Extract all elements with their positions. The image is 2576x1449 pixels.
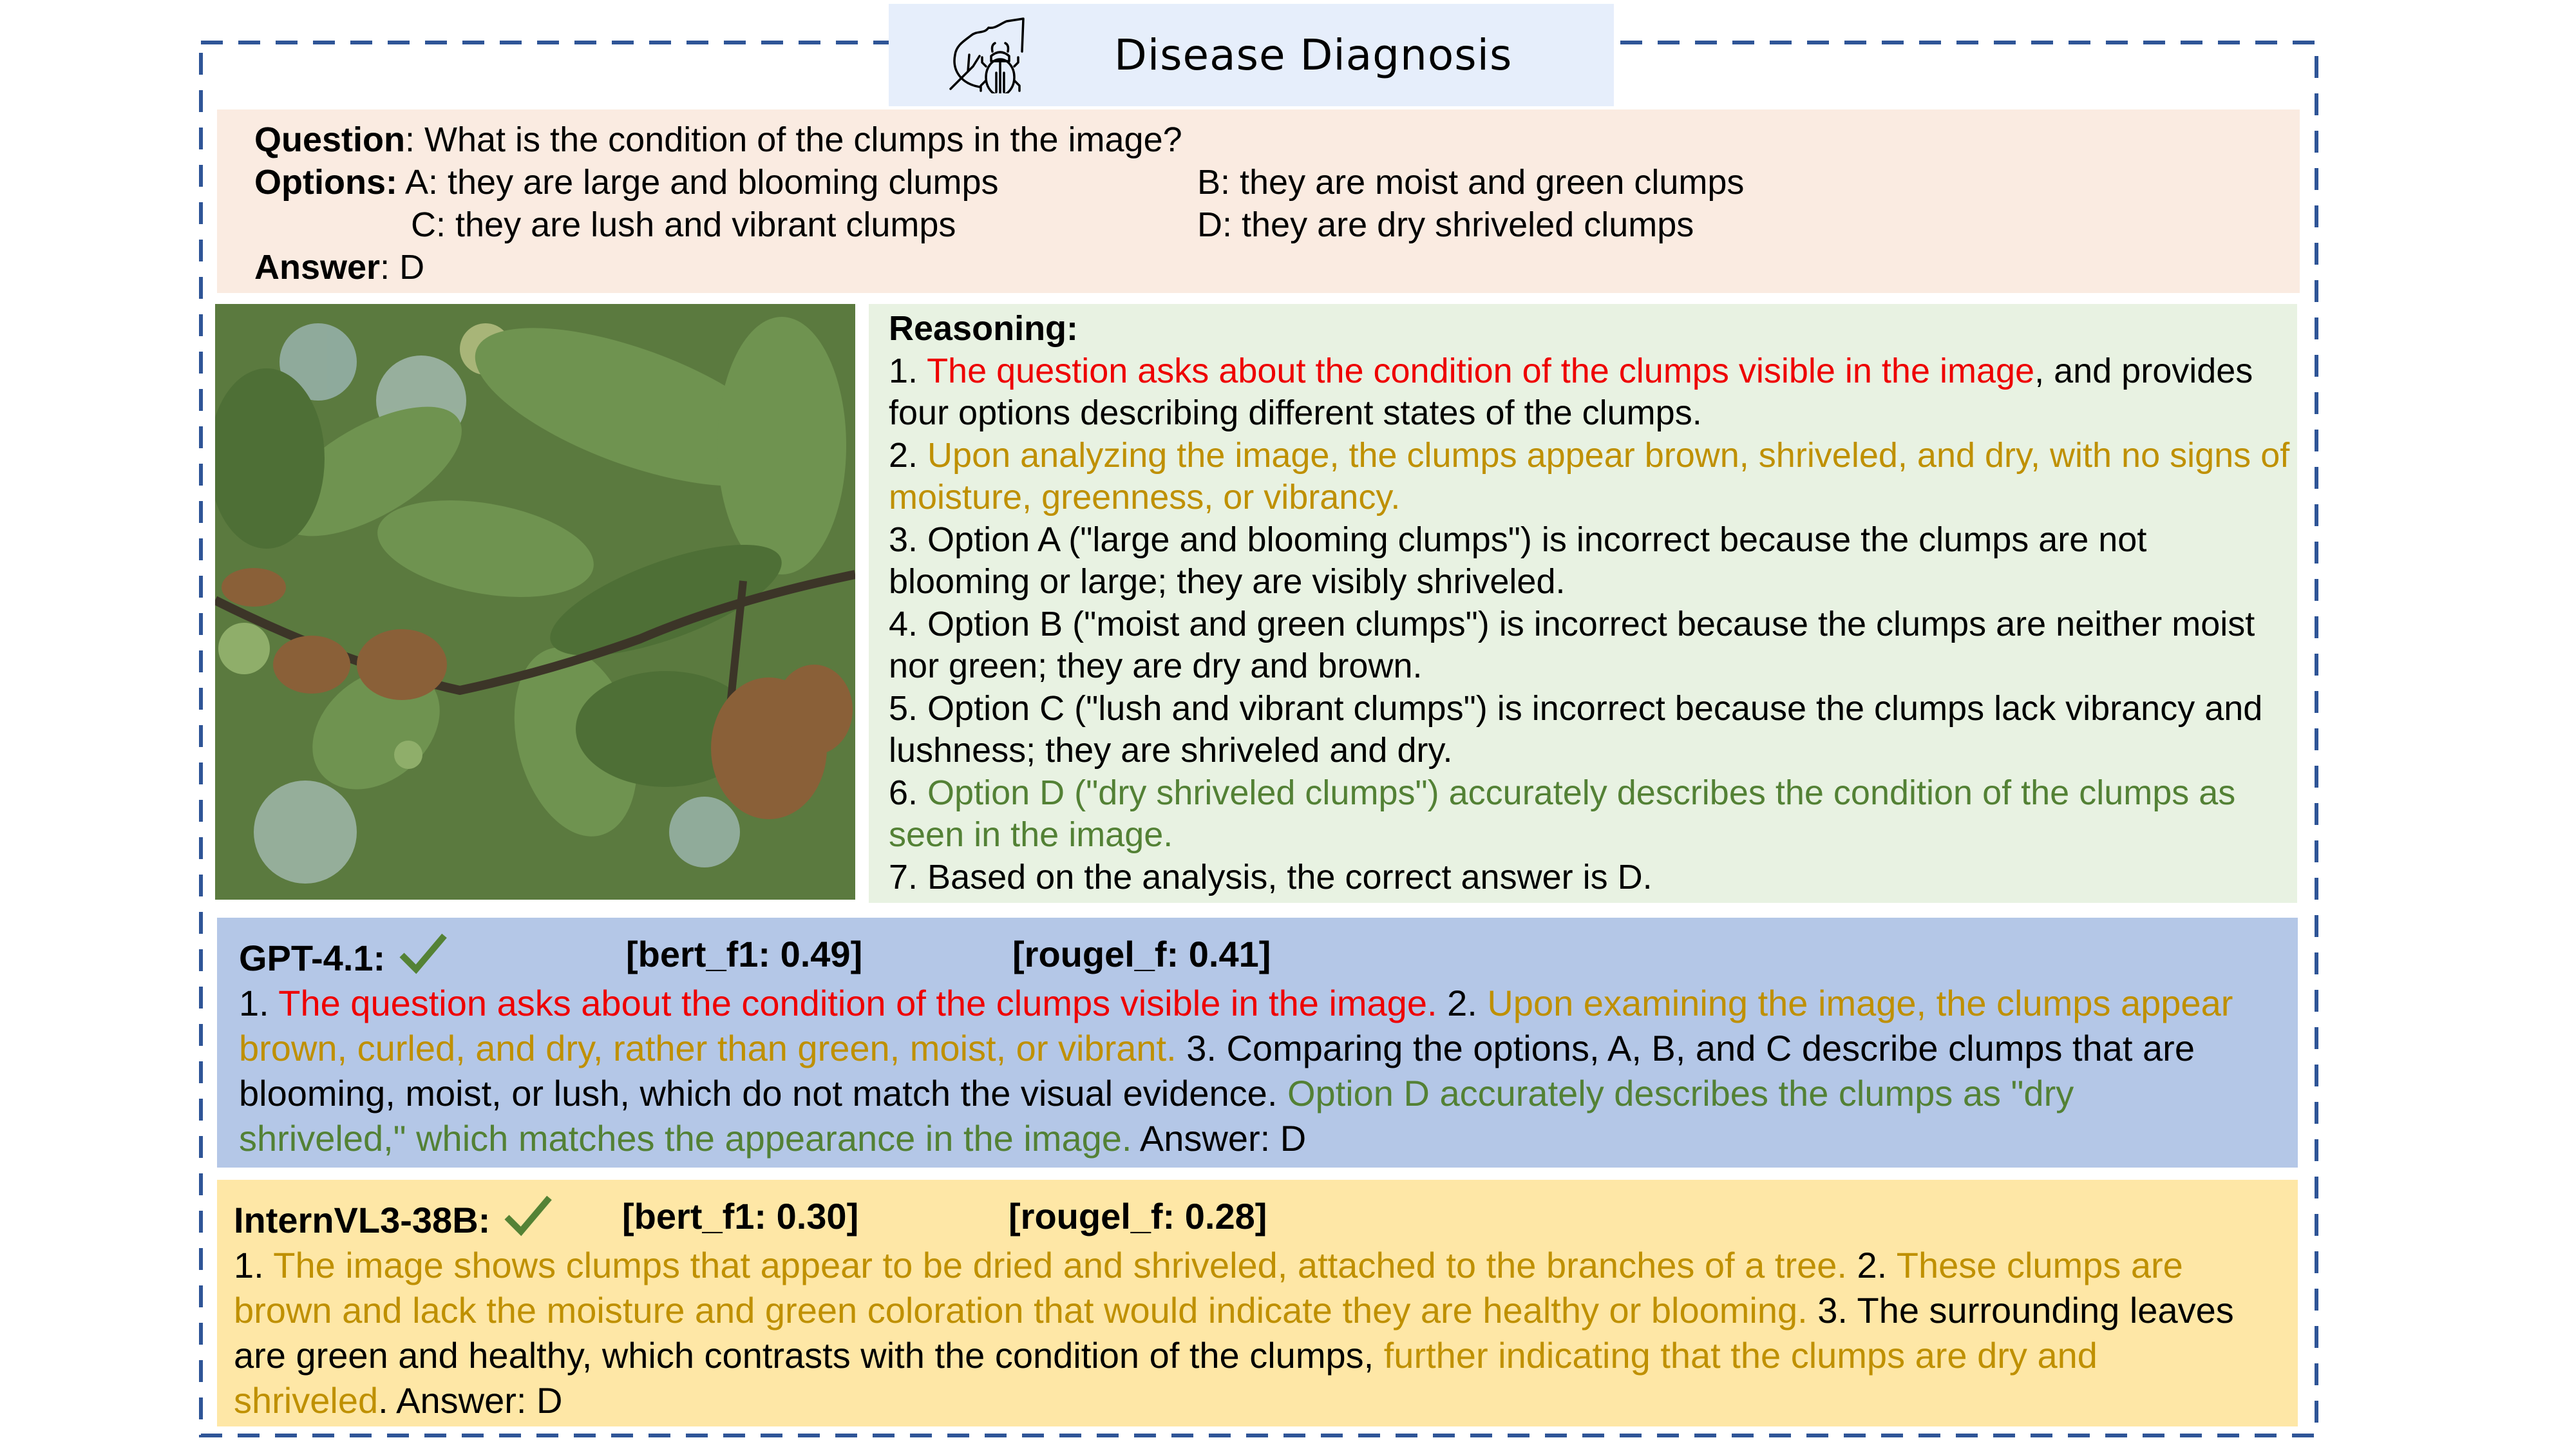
question-label: Question (254, 120, 406, 159)
rouge-f-score: [rougel_f: 0.41] (1012, 934, 1271, 974)
model-answer-text: 1. The question asks about the condition of the clumps visible in the image. 2. Upon examining the image, the clumps appear brown, curled, and dry, rather than green, moist, or vibrant. 3. Comparing the options, A, B, and C describe clumps that are blooming, moist, or lush, which do not match the visual evidence. Option D accurately describes the clumps as "dry shriveled," which matches the appearance in the image. Answer: D (239, 983, 2233, 1159)
options-line-1 (254, 161, 2300, 204)
checkmark-icon (504, 1194, 552, 1236)
answer-line (254, 246, 2300, 289)
answer-label: Answer (254, 248, 381, 287)
question-line (254, 118, 2300, 161)
title-banner (889, 4, 1614, 106)
model-response-gpt41 (217, 918, 2298, 1168)
options-line-2 (254, 204, 2300, 246)
leaf-beetle-icon (949, 16, 1025, 93)
question-panel (217, 109, 2300, 293)
bert-f1-score: [bert_f1: 0.30] (622, 1196, 859, 1236)
option-b: B: they are moist and green clumps (1197, 163, 1745, 202)
rouge-f-score: [rougel_f: 0.28] (1009, 1196, 1267, 1236)
model-name: GPT-4.1 (239, 938, 374, 978)
reasoning-panel (869, 304, 2297, 903)
model-answer-text: 1. The image shows clumps that appear to be dried and shriveled, attached to the branches of a tree. 2. These clumps are brown and lack the moisture and green coloration that would indicate they are healthy or blooming. 3. The surrounding leaves are green and healthy, which contrasts with the condition of the clumps, further indicating that the clumps are dry and shriveled. Answer: D (234, 1245, 2234, 1421)
reasoning-item-4: 4. Option B ("moist and green clumps") is incorrect because the clumps are neither moist nor green; they are dry and brown. (889, 604, 2255, 685)
checkmark-icon (399, 932, 447, 974)
page-title: Disease Diagnosis (1114, 30, 1513, 80)
option-a: A: they are large and blooming clumps (405, 163, 999, 202)
reasoning-item-3: 3. Option A ("large and blooming clumps") is incorrect because the clumps are not blooming or large; they are visibly shriveled. (889, 520, 2147, 601)
model-header: GPT-4.1: [bert_f1: 0.49] [rougel_f: 0.41] (239, 932, 2240, 981)
model-response-internvl3 (217, 1180, 2298, 1426)
reasoning-item-2: 2. Upon analyzing the image, the clumps appear brown, shriveled, and dry, with no signs of moisture, greenness, or vibrancy. (889, 435, 2290, 516)
reasoning-item-6: 6. Option D ("dry shriveled clumps") accurately describes the condition of the clumps as seen in the image. (889, 773, 2236, 854)
answer-text: : D (380, 248, 425, 287)
reasoning-item-7: 7. Based on the analysis, the correct answer is D. (889, 857, 1653, 896)
model-name: InternVL3-38B (234, 1200, 478, 1240)
option-d: D: they are dry shriveled clumps (1197, 205, 1694, 244)
model-header: InternVL3-38B: [bert_f1: 0.30] [rougel_f: 0.28] (234, 1194, 2240, 1243)
tree-clumps-photo (215, 304, 855, 900)
options-label: Options: (254, 163, 397, 202)
reasoning-item-1: 1. The question asks about the condition of the clumps visible in the image, and provides four options describing different states of the clumps. (889, 351, 2253, 432)
reasoning-heading: Reasoning: (889, 309, 1079, 348)
bert-f1-score: [bert_f1: 0.49] (626, 934, 863, 974)
question-text: : What is the condition of the clumps in the image? (405, 120, 1182, 159)
reasoning-item-5: 5. Option C ("lush and vibrant clumps") is incorrect because the clumps lack vibrancy and lushness; they are shriveled and dry. (889, 688, 2263, 770)
option-c: C: they are lush and vibrant clumps (411, 205, 956, 244)
photo-illustration (215, 304, 855, 900)
